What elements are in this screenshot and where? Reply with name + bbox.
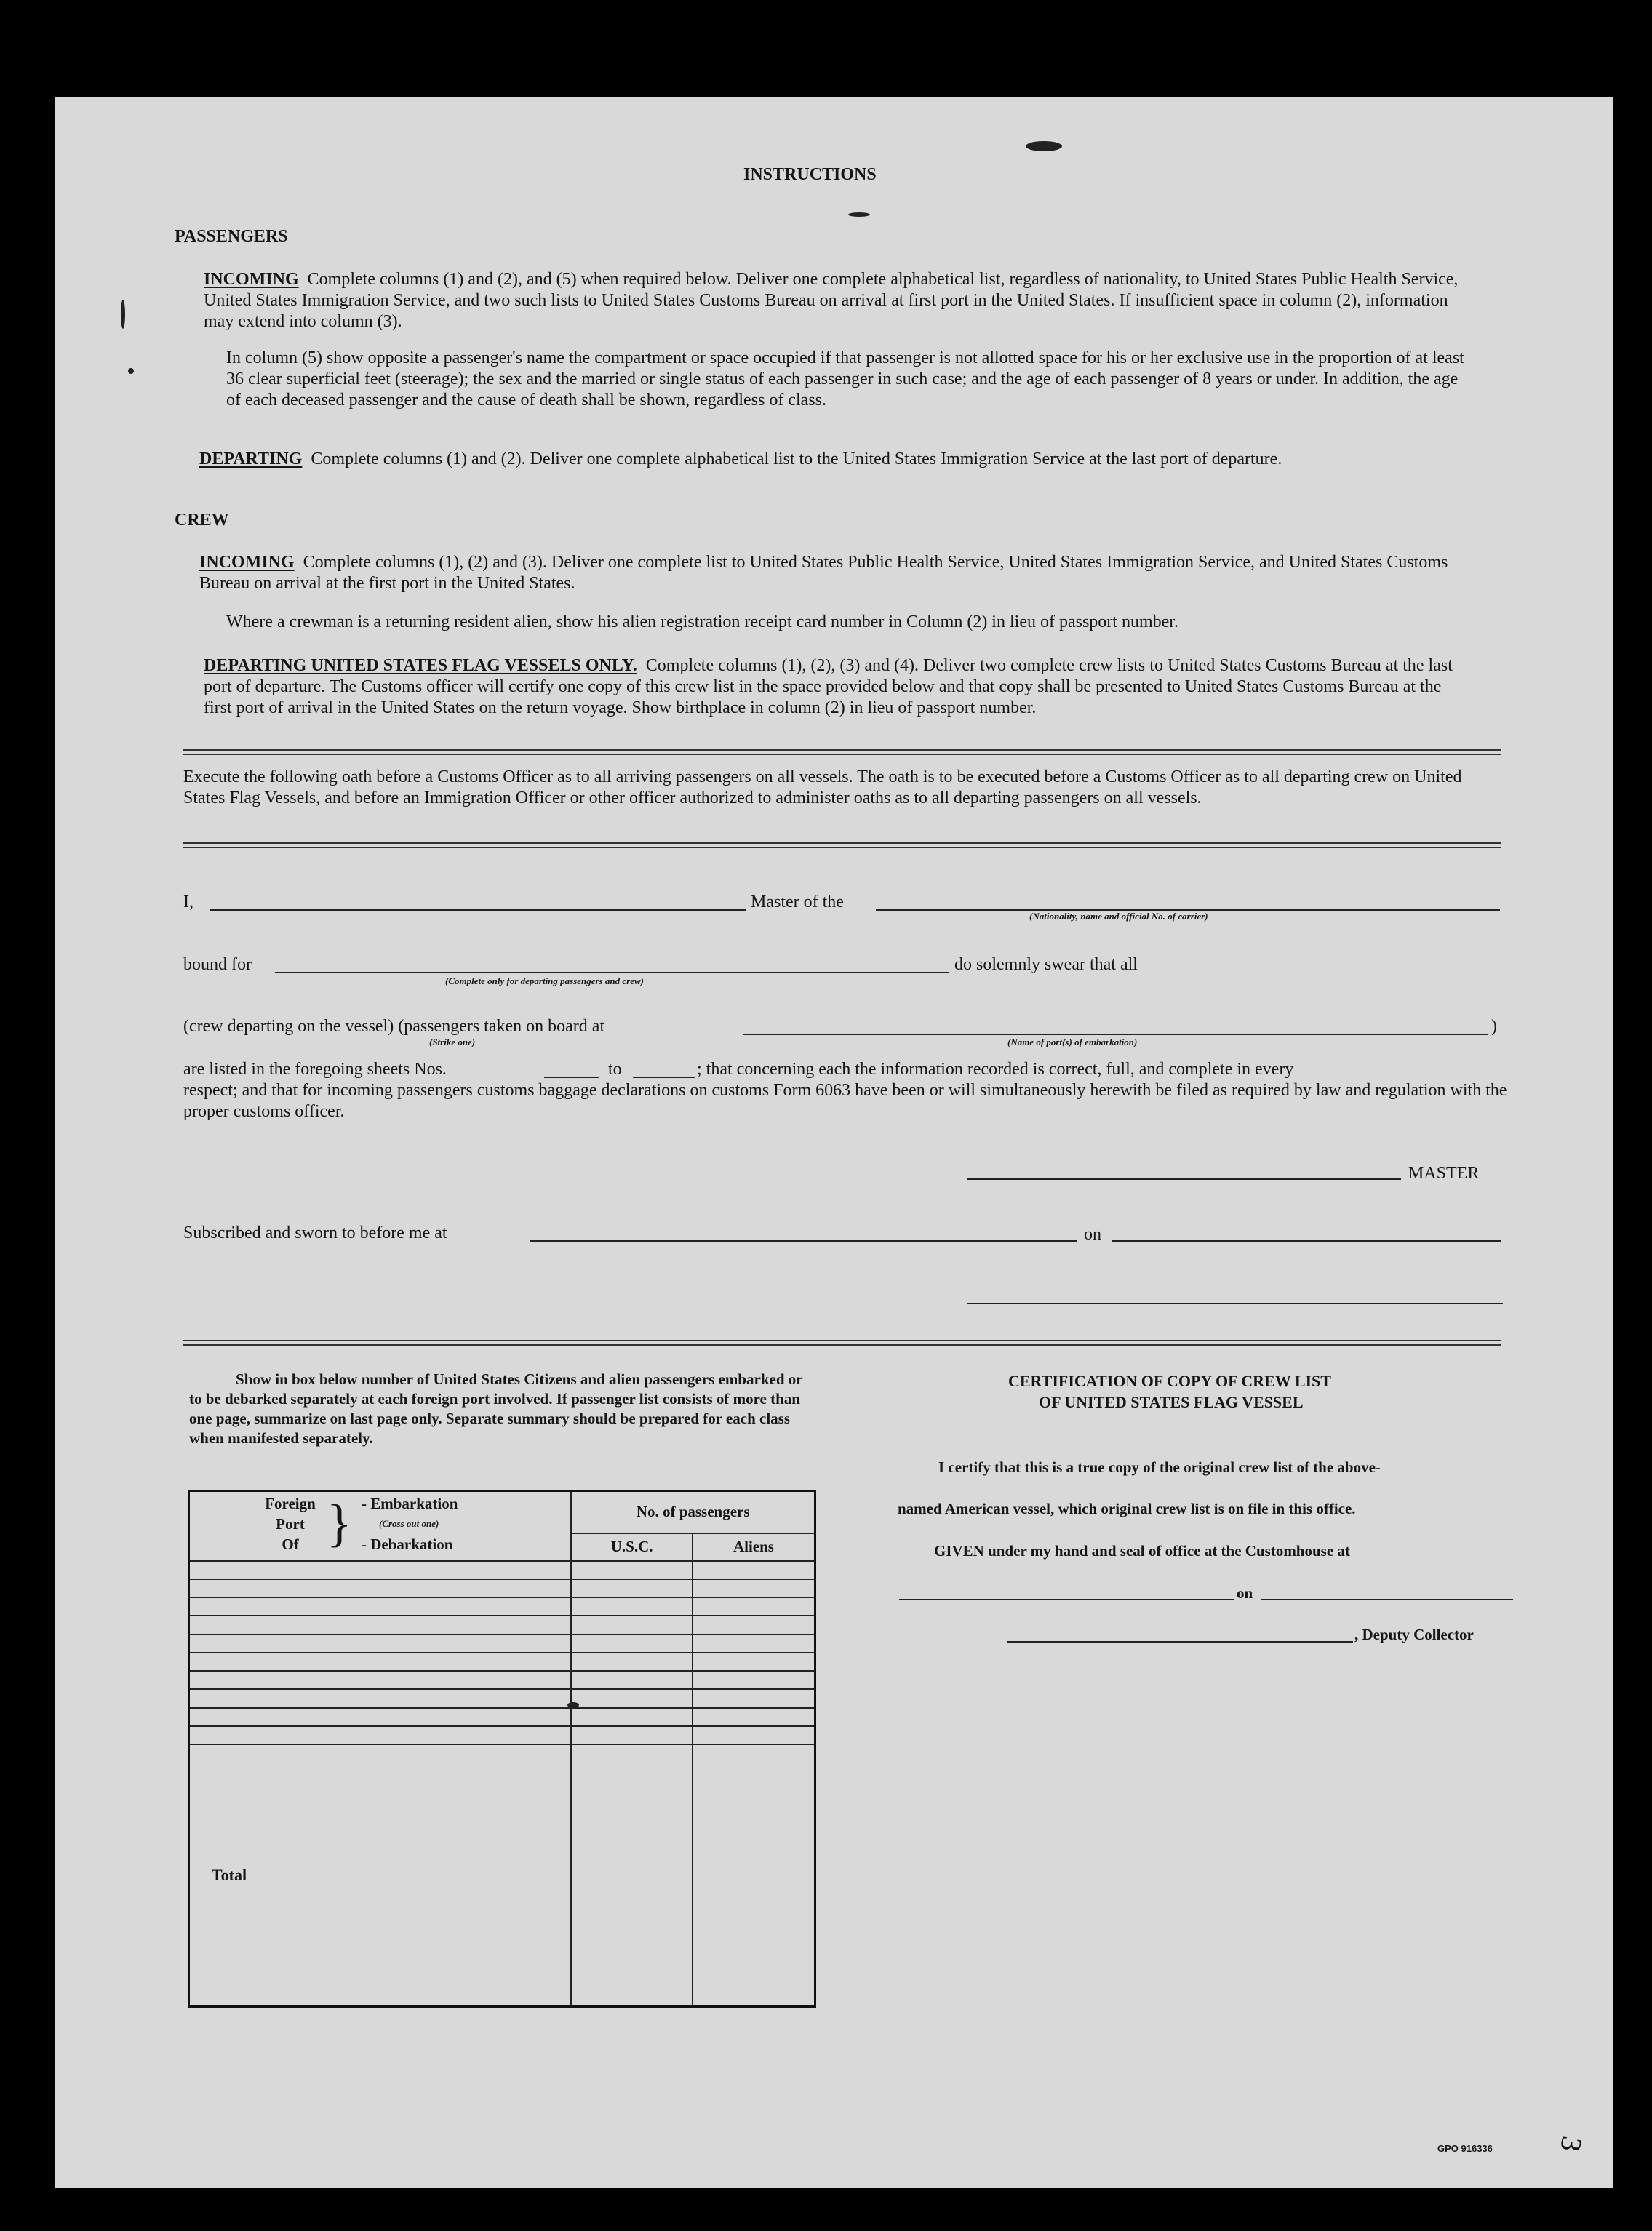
table-row-usc[interactable] <box>571 1671 693 1689</box>
table-row-aliens[interactable] <box>693 1671 815 1689</box>
bound-for-field[interactable] <box>275 972 949 973</box>
table-row-port[interactable] <box>189 1616 572 1634</box>
table-row-aliens[interactable] <box>693 1616 815 1634</box>
table-row-usc[interactable] <box>571 1616 693 1634</box>
deputy-collector-label: , Deputy Collector <box>1354 1626 1474 1643</box>
embarkation-label: - Embarkation <box>362 1495 458 1512</box>
table-row-usc[interactable] <box>571 1635 693 1653</box>
table-row-port[interactable] <box>189 1561 572 1579</box>
crew-departing-paragraph <box>204 655 1472 719</box>
table-row-port[interactable] <box>189 1635 572 1653</box>
passengers-departing-text: Complete columns (1) and (2). Deliver one complete alphabetical list to the United States Immigration Service at the last port of departure. <box>311 450 1282 468</box>
foreign-label: Foreign <box>265 1495 316 1512</box>
table-row-aliens[interactable] <box>693 1689 815 1707</box>
crew-incoming-text: Complete columns (1), (2) and (3). Deliver one complete list to United States Public Health Service, United States Immigration Service, and United States Customs Bureau on arrival at the first port in the United States. <box>199 553 1448 593</box>
crew-incoming-paragraph <box>199 552 1472 594</box>
of-label: Of <box>282 1536 299 1553</box>
listed-rest: respect; and that for incoming passengers customs baggage declarations on customs Form 6063 have been or will simultaneously herewith be filed as required by law and regulation with the proper customs officer. <box>183 1081 1507 1121</box>
sheet-from-field[interactable] <box>544 1077 599 1078</box>
master-of-the-label: Master of the <box>751 893 844 911</box>
passenger-summary-table <box>188 1490 816 2008</box>
table-row-port[interactable] <box>189 1579 572 1597</box>
passengers-incoming-text: Complete columns (1) and (2), and (5) when required below. Deliver one complete alphabetical list, regardless of nationality, to United States Public Health Service, United States Immigration Service, and two such lists to United States Customs Bureau on arrival at first port in the United States. If insufficient space in column (2), information may extend into column (3). <box>204 270 1459 331</box>
section-divider <box>183 1340 1501 1346</box>
port-label: Port <box>276 1515 305 1533</box>
total-label: Total <box>189 1744 572 2006</box>
table-row-aliens[interactable] <box>693 1726 815 1744</box>
page-number: 3 <box>1554 2134 1589 2155</box>
table-row-usc[interactable] <box>571 1579 693 1597</box>
passengers-column5-paragraph: In column (5) show opposite a passenger's name the compartment or space occupied if that passenger is not allotted space for his or her exclusive use in the proportion of at least 36 clear superficial feet (steerage); the sex and the married or single status of each passenger in such case; and the age of each passenger of 8 years or under. In addition, the age of each deceased passenger and the cause of death shall be shown, regardless of class. <box>226 348 1464 410</box>
passengers-departing-label: DEPARTING <box>199 450 303 468</box>
section-divider <box>183 842 1501 848</box>
crew-departing-text: Complete columns (1), (2), (3) and (4). Deliver two complete crew lists to United States Customs Bureau at the last port of departure. The Customs officer will certify one copy of this crew list in the space provided below and that copy shall be presented to United States Customs Bureau at the first port of arrival in the United States on the return voyage. Show birthplace in column (2) in lieu of passport number. <box>204 656 1453 717</box>
table-row-aliens[interactable] <box>693 1708 815 1726</box>
port-caption: (Name of port(s) of embarkation) <box>1007 1037 1138 1047</box>
customhouse-field[interactable] <box>899 1599 1234 1600</box>
table-row-aliens[interactable] <box>693 1561 815 1579</box>
sworn-place-field[interactable] <box>530 1240 1077 1242</box>
listed-label: are listed in the foregoing sheets Nos. <box>183 1060 447 1079</box>
cert-on-label: on <box>1237 1584 1253 1602</box>
passengers-departing-paragraph <box>199 449 1472 470</box>
passengers-incoming-paragraph <box>204 269 1469 332</box>
table-row-usc[interactable] <box>571 1726 693 1744</box>
table-row-port[interactable] <box>189 1708 572 1726</box>
scan-speck <box>1026 141 1062 151</box>
table-row-usc[interactable] <box>571 1561 693 1579</box>
table-row-port[interactable] <box>189 1671 572 1689</box>
no-passengers-header: No. of passengers <box>571 1491 815 1533</box>
debarkation-label: - Debarkation <box>362 1536 453 1553</box>
listed-to-label: to <box>608 1060 622 1079</box>
table-row-usc[interactable] <box>571 1689 693 1707</box>
crew-resident-paragraph: Where a crewman is a returning resident alien, show his alien registration receipt card number in Column (2) in lieu of passport number. <box>226 612 1178 631</box>
scan-speck <box>128 368 134 374</box>
oath-i-label: I, <box>183 893 193 911</box>
page-title: INSTRUCTIONS <box>743 165 877 184</box>
usc-header: U.S.C. <box>571 1533 693 1561</box>
certification-title-2: OF UNITED STATES FLAG VESSEL <box>1039 1393 1304 1411</box>
oath-intro: Execute the following oath before a Customs Officer as to all arriving passengers on all vessels. The oath is to be executed before a Customs Officer as to all departing crew on United States Flag Vessels, and before an Immigration Officer or other officer authorized to administer oaths as to all departing passengers on all vessels. <box>183 767 1462 807</box>
crew-departing-label: DEPARTING UNITED STATES FLAG VESSELS ONLY. <box>204 656 637 675</box>
table-row-aliens[interactable] <box>693 1653 815 1671</box>
close-paren: ) <box>1491 1017 1497 1036</box>
subscribed-label: Subscribed and sworn to before me at <box>183 1224 447 1242</box>
port-header-cell <box>189 1491 572 1561</box>
scan-speck <box>121 300 125 329</box>
deputy-signature-field[interactable] <box>1007 1641 1353 1643</box>
table-row-port[interactable] <box>189 1689 572 1707</box>
table-row-aliens[interactable] <box>693 1635 815 1653</box>
gpo-code: GPO 916336 <box>1437 2143 1493 2154</box>
table-row-port[interactable] <box>189 1653 572 1671</box>
master-signature-field[interactable] <box>967 1178 1401 1180</box>
section-divider <box>183 749 1501 755</box>
bound-for-label: bound for <box>183 955 252 974</box>
given-line: GIVEN under my hand and seal of office at the Customhouse at <box>934 1542 1350 1560</box>
certification-title-1: CERTIFICATION OF COPY OF CREW LIST <box>1008 1372 1331 1390</box>
swear-label: do solemnly swear that all <box>954 955 1138 974</box>
complete-caption: (Complete only for departing passengers and crew) <box>445 975 644 986</box>
table-row-usc[interactable] <box>571 1597 693 1616</box>
table-row-aliens[interactable] <box>693 1597 815 1616</box>
sworn-on-label: on <box>1084 1225 1101 1244</box>
table-row-usc[interactable] <box>571 1653 693 1671</box>
total-usc[interactable] <box>571 1744 693 2006</box>
listed-continuation: ; that concerning each the information recorded is correct, full, and complete in every <box>697 1060 1294 1079</box>
table-row-usc[interactable] <box>571 1708 693 1726</box>
certify-line-1: I certify that this is a true copy of the original crew list of the above- <box>938 1458 1381 1476</box>
table-row-port[interactable] <box>189 1597 572 1616</box>
summary-instructions: Show in box below number of United States Citizens and alien passengers embarked or to be debarked separately at each foreign port involved. If passenger list consists of more than one page, summarize on last page only. Separate summary should be prepared for each class when manifested separately. <box>189 1370 803 1447</box>
master-name-field[interactable] <box>210 909 746 911</box>
brace-icon: } <box>327 1494 352 1552</box>
certify-line-2: named American vessel, which original crew list is on file in this office. <box>898 1500 1356 1517</box>
nationality-caption: (Nationality, name and official No. of carrier) <box>1029 911 1208 922</box>
table-row-port[interactable] <box>189 1726 572 1744</box>
cross-out-label: (Cross out one) <box>379 1518 439 1529</box>
crew-heading: CREW <box>175 511 229 530</box>
aliens-header: Aliens <box>693 1533 815 1561</box>
strike-caption: (Strike one) <box>429 1037 476 1047</box>
cert-date-field[interactable] <box>1261 1599 1513 1600</box>
passengers-heading: PASSENGERS <box>175 227 288 246</box>
table-row-aliens[interactable] <box>693 1579 815 1597</box>
officer-signature-field[interactable] <box>967 1303 1503 1304</box>
scan-speck <box>848 212 870 217</box>
scan-speck <box>567 1702 579 1708</box>
sheet-to-field[interactable] <box>633 1077 695 1078</box>
master-label: MASTER <box>1408 1164 1480 1183</box>
embarkation-port-field[interactable] <box>743 1034 1488 1035</box>
crew-departing-label: (crew departing on the vessel) (passengers taken on board at <box>183 1017 605 1036</box>
total-aliens[interactable] <box>693 1744 815 2006</box>
passengers-incoming-label: INCOMING <box>204 270 299 289</box>
sworn-date-field[interactable] <box>1112 1240 1501 1242</box>
crew-incoming-label: INCOMING <box>199 553 295 572</box>
